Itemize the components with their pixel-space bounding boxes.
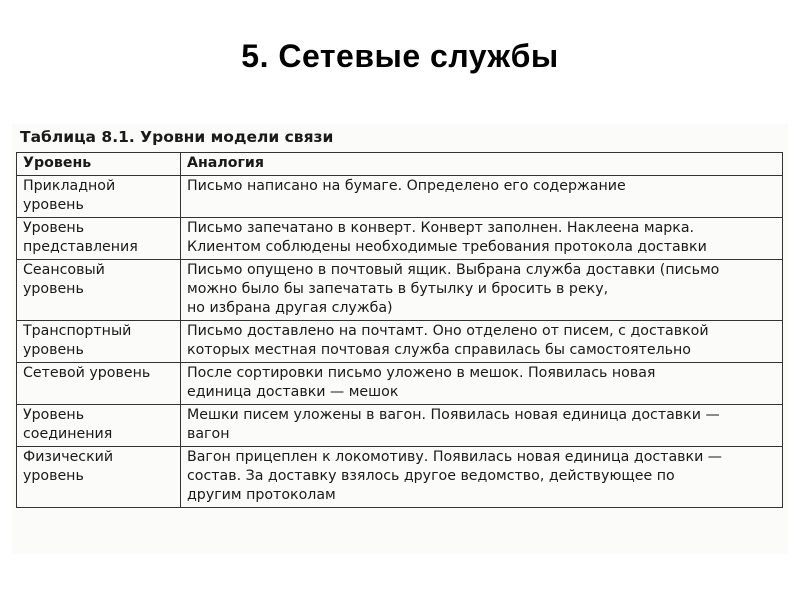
table-row [17, 218, 783, 260]
analogy-cell: Письмо доставлено на почтамт. Оно отделено от писем, с доставкой которых местная почтовая служба справилась бы самостоятельно [181, 321, 783, 363]
column-header-analogy: Аналогия [181, 153, 783, 176]
column-header-level: Уровень [17, 153, 181, 176]
level-cell: Сеансовый уровень [17, 260, 181, 321]
table-row [17, 260, 783, 321]
table-caption: Таблица 8.1. Уровни модели связи [20, 128, 334, 146]
analogy-cell: Вагон прицеплен к локомотиву. Появилась новая единица доставки — состав. За доставку взялось другое ведомство, действующее по другим протоколам [181, 447, 783, 508]
table-row [17, 176, 783, 218]
slide-title: 5. Сетевые службы [241, 38, 559, 74]
analogy-cell: Письмо запечатано в конверт. Конверт заполнен. Наклеена марка. Клиентом соблюдены необходимые требования протокола доставки [181, 218, 783, 260]
table-row [17, 321, 783, 363]
analogy-cell: Мешки писем уложены в вагон. Появилась новая единица доставки — вагон [181, 405, 783, 447]
level-cell: Физический уровень [17, 447, 181, 508]
table-row [17, 363, 783, 405]
level-cell: Уровень представления [17, 218, 181, 260]
table-row [17, 447, 783, 508]
analogy-cell: Письмо написано на бумаге. Определено его содержание [181, 176, 783, 218]
level-cell: Уровень соединения [17, 405, 181, 447]
osi-levels-table [16, 152, 783, 508]
level-cell: Сетевой уровень [17, 363, 181, 405]
level-cell: Прикладной уровень [17, 176, 181, 218]
table-header-row [17, 153, 783, 176]
level-cell: Транспортный уровень [17, 321, 181, 363]
analogy-cell: После сортировки письмо уложено в мешок. Появилась новая единица доставки — мешок [181, 363, 783, 405]
analogy-cell: Письмо опущено в почтовый ящик. Выбрана служба доставки (письмо можно было бы запечатать в бутылку и бросить в реку, но избрана другая служба) [181, 260, 783, 321]
table-row [17, 405, 783, 447]
